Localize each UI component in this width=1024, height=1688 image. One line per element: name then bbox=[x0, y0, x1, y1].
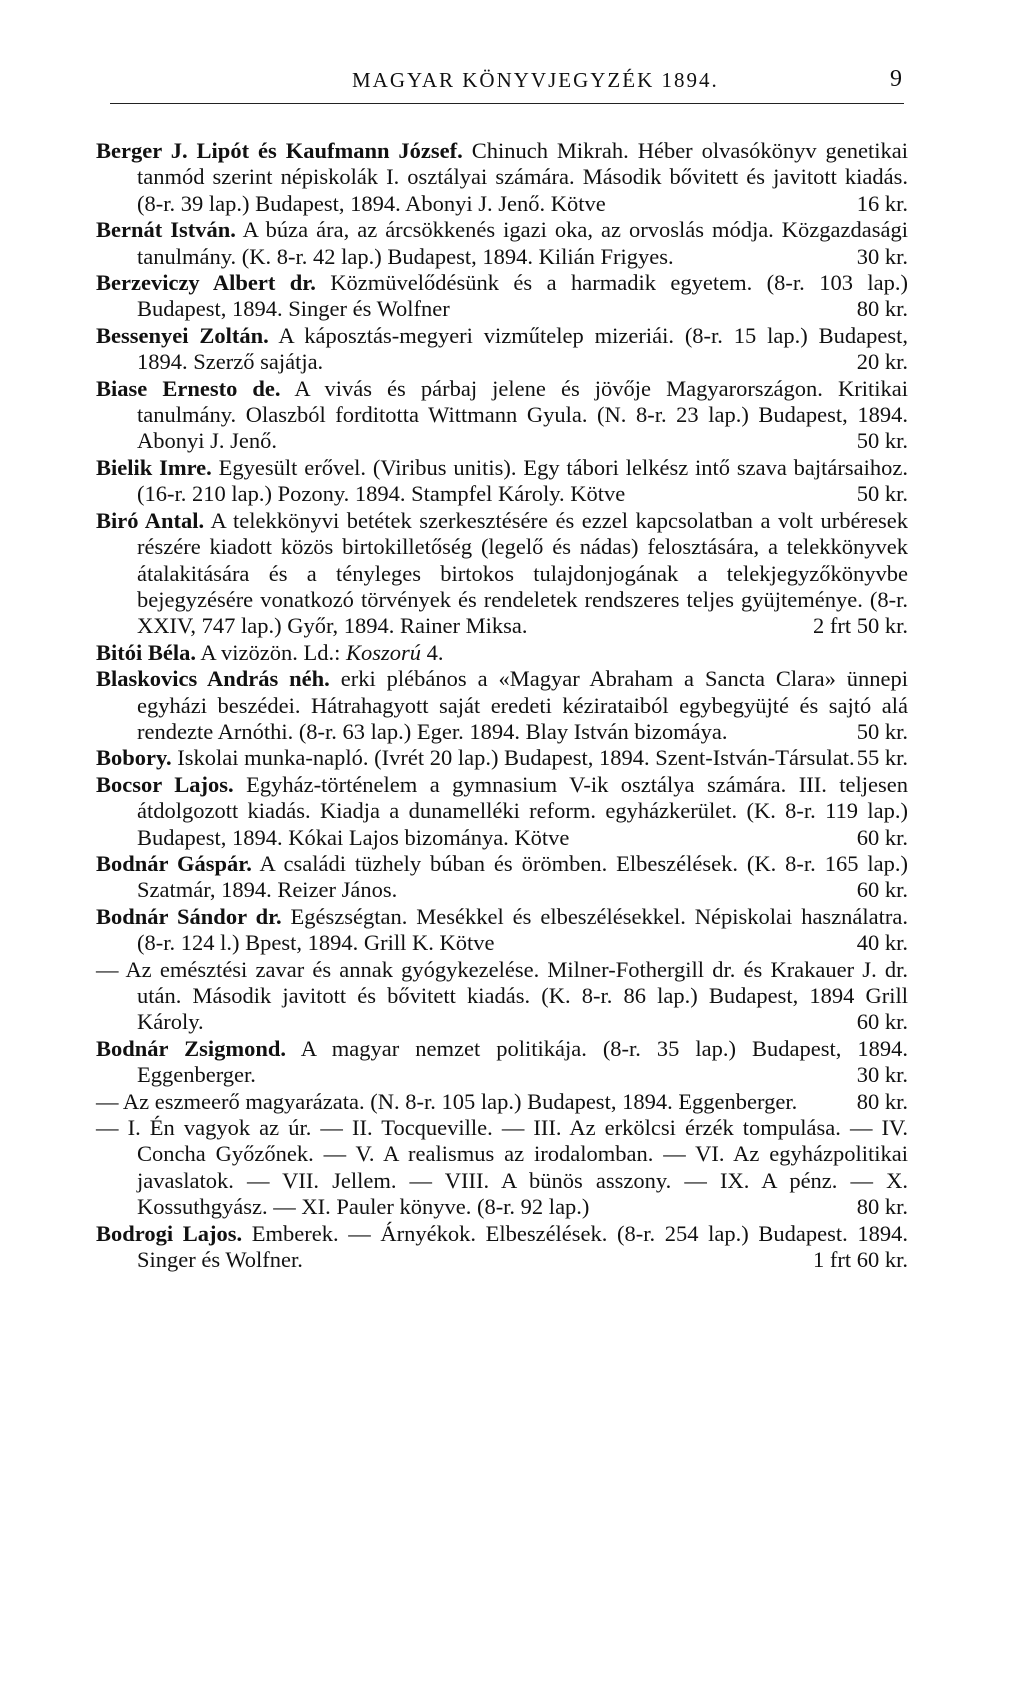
entry-price: 40 kr. bbox=[856, 930, 908, 956]
entry-price: 80 kr. bbox=[856, 1194, 908, 1220]
entry-price: 30 kr. bbox=[856, 1062, 908, 1088]
entry-price: 50 kr. bbox=[856, 428, 908, 454]
entry-author: Bodrogi Lajos. bbox=[96, 1220, 243, 1246]
entry-author: Bobory. bbox=[96, 745, 172, 771]
bibliography-entry bbox=[96, 376, 908, 455]
bibliography-entry bbox=[96, 323, 908, 376]
entry-author: Biró Antal. bbox=[96, 507, 205, 533]
entry-text: A magyar nemzet politikája. (8-r. 35 lap.) Budapest, 1894. Eggenberger. bbox=[137, 1035, 909, 1088]
bibliography-entry bbox=[96, 138, 908, 217]
bibliography-entry bbox=[96, 508, 908, 640]
entry-price: 60 kr. bbox=[856, 1009, 908, 1035]
entry-text: Egyesült erővel. (Viribus unitis). Egy tábori lelkész intő szava bajtársaihoz. (16-r. 210 lap.) Pozony. 1894. Stampfel Károly. Kötve bbox=[137, 454, 909, 507]
entry-text: A telekkönyvi betétek szerkesztésére és ezzel kapcsolatban a volt urbéresek részére kiadott közös birtokilletőség (legelő és nádas) felosztására, a telekkönyvek átalakitására és a tényleges birtokos tulajdonjogának a telekjegyzőkönyvbe bejegyzésére vonatkozó törvények és rendeletek rendszeres teljes gyüjteménye. (8-r. XXIV, 747 lap.) Győr, 1894. Rainer Miksa. bbox=[137, 507, 908, 639]
running-title: MAGYAR KÖNYVJEGYZÉK 1894. bbox=[352, 68, 719, 92]
entry-author: Biase Ernesto de. bbox=[96, 375, 281, 401]
entry-author: Bernát István. bbox=[96, 217, 236, 243]
entry-dash: — bbox=[96, 956, 119, 982]
bibliography-entry bbox=[96, 666, 908, 745]
bibliography-entry bbox=[96, 904, 908, 957]
entry-text: Közmüvelődésünk és a harmadik egyetem. (8-r. 103 lap.) Budapest, 1894. Singer és Wolfner bbox=[137, 270, 909, 322]
entry-author: Blaskovics András néh. bbox=[96, 666, 330, 692]
page-header bbox=[110, 64, 904, 104]
entry-text: A családi tüzhely búban és örömben. Elbeszélések. (K. 8-r. 165 lap.) Szatmár, 1894. Reizer János. bbox=[137, 850, 908, 903]
entry-author: Bodnár Zsigmond. bbox=[96, 1035, 287, 1061]
entry-price: 60 kr. bbox=[856, 824, 908, 850]
entry-text: Az emésztési zavar és annak gyógykezelése. Milner-Fothergill dr. és Krakauer J. dr. után. Második javitott és bővitett kiadás. (K. 8-r. 86 lap.) Budapest, 1894 Grill Károly. bbox=[125, 956, 908, 1035]
entry-price: 2 frt 50 kr. bbox=[813, 613, 908, 639]
entry-text: A vivás és párbaj jelene és jövője Magyarországon. Kritikai tanulmány. Olaszból forditotta Wittmann Gyula. (N. 8-r. 23 lap.) Budapest, 1894. Abonyi J. Jenő. bbox=[137, 375, 908, 454]
entry-text: A vizözön. Ld.: bbox=[200, 639, 341, 665]
entry-author: Berger J. Lipót és Kaufmann József. bbox=[96, 138, 463, 163]
entry-author: Bessenyei Zoltán. bbox=[96, 322, 269, 348]
bibliography-entry bbox=[96, 745, 908, 771]
entry-price: 16 kr. bbox=[856, 190, 908, 216]
bibliography-entry bbox=[96, 640, 908, 666]
entry-reference-title: Koszorú bbox=[346, 639, 422, 665]
entry-price: 1 frt 60 kr. bbox=[813, 1247, 908, 1273]
entry-author: Berzeviczy Albert dr. bbox=[96, 270, 316, 296]
entry-text: erki plébános a «Magyar Abraham a Sancta Clara» ünnepi egyházi beszédei. Hátrahagyott saját eredeti kézirataiból egybegyüjté és sajtó alá rendezte Arnóthi. (8-r. 63 lap.) Eger. 1894. Blay István bizomáya. bbox=[137, 666, 909, 744]
bibliography-entry bbox=[96, 851, 908, 904]
entry-text: Chinuch Mikrah. Héber olvasókönyv genetikai tanmód szerint népiskolák I. osztályai számára. Második bővitett és javitott kiadás. (8-r. 39 lap.) Budapest, 1894. Abonyi J. Jenő. Kötve bbox=[137, 138, 909, 216]
bibliography-entry bbox=[96, 1036, 908, 1089]
entry-text: Emberek. — Árnyékok. Elbeszélések. (8-r. 254 lap.) Budapest. 1894. Singer és Wolfner. bbox=[137, 1220, 909, 1273]
entry-text: A káposztás-megyeri vizműtelep mizeriái. (8-r. 15 lap.) Budapest, 1894. Szerző sajátja. bbox=[137, 322, 908, 375]
entry-text: I. Én vagyok az úr. — II. Tocqueville. — III. Az erkölcsi érzék tompulása. — IV. Concha Győzőnek. — V. A realismus az irodalomban. — VI. Az egyházpolitikai javaslatok. — VII. Jellem. — VIII. A bünös asszony. — IX. A pénz. — X. Kossuthgyász. — XI. Pauler könyve. (8-r. 92 lap.) bbox=[127, 1115, 908, 1220]
entry-price: 80 kr. bbox=[856, 296, 908, 322]
entry-text: Iskolai munka-napló. (Ivrét 20 lap.) Budapest, 1894. Szent-István-Társulat. bbox=[177, 745, 855, 771]
bibliography-entry bbox=[96, 1089, 908, 1115]
entry-author: Bodnár Gáspár. bbox=[96, 850, 252, 876]
entry-price: 30 kr. bbox=[856, 243, 908, 269]
entry-price: 50 kr. bbox=[856, 481, 908, 507]
entry-text: A búza ára, az árcsökkenés igazi oka, az orvoslás módja. Közgazdasági tanulmány. (K. 8-r. 42 lap.) Budapest, 1894. Kilián Frigyes. bbox=[137, 217, 908, 269]
entry-author: Bodnár Sándor dr. bbox=[96, 903, 282, 929]
entry-reference-number: 4. bbox=[426, 639, 444, 665]
entry-price: 50 kr. bbox=[856, 718, 908, 744]
entry-price: 55 kr. bbox=[856, 745, 908, 771]
bibliography-entry bbox=[96, 1221, 908, 1274]
bibliography-entry bbox=[96, 217, 908, 270]
entry-price: 60 kr. bbox=[856, 877, 908, 903]
entry-price: 20 kr. bbox=[856, 349, 908, 375]
entry-text: Egyház-történelem a gymnasium V-ik osztálya számára. III. teljesen átdolgozott kiadás. Kiadja a dunamelléki reform. egyházkerület. (K. 8-r. 119 lap.) Budapest, 1894. Kókai Lajos bizománya. Kötve bbox=[137, 771, 908, 850]
page-number: 9 bbox=[890, 66, 902, 92]
entry-author: Bielik Imre. bbox=[96, 454, 212, 480]
bibliography-entry bbox=[96, 455, 908, 508]
entry-dash: — bbox=[96, 1088, 119, 1114]
bibliography-entry bbox=[96, 772, 908, 851]
bibliography-list bbox=[96, 138, 908, 1273]
entry-text: Egészségtan. Mesékkel és elbeszélésekkel. Népiskolai használatra. (8-r. 124 l.) Bpest, 1894. Grill K. Kötve bbox=[137, 903, 908, 956]
entry-price: 80 kr. bbox=[856, 1088, 908, 1114]
entry-dash: — bbox=[96, 1115, 119, 1141]
bibliography-entry bbox=[96, 957, 908, 1036]
bibliography-entry bbox=[96, 1115, 908, 1221]
entry-author: Bocsor Lajos. bbox=[96, 771, 234, 797]
entry-text: Az eszmeerő magyarázata. (N. 8-r. 105 lap.) Budapest, 1894. Eggenberger. bbox=[122, 1088, 798, 1114]
header-rule bbox=[110, 103, 904, 104]
entry-author: Bitói Béla. bbox=[96, 639, 196, 665]
bibliography-entry bbox=[96, 270, 908, 323]
